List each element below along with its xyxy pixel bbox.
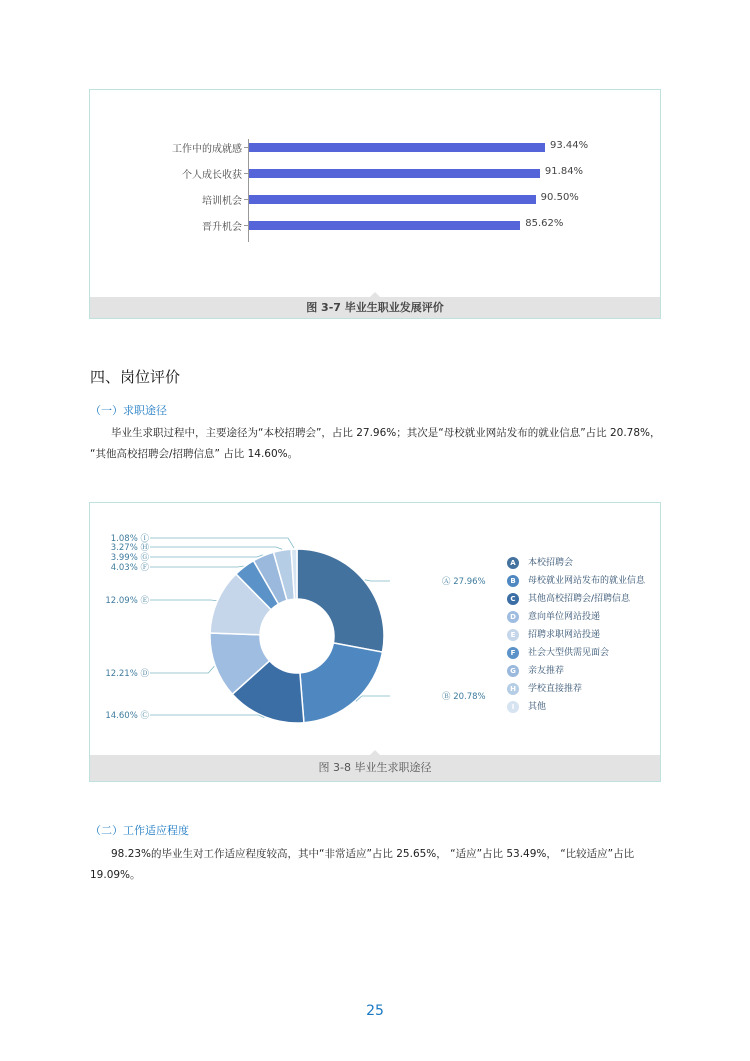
legend-label: 意向单位网站投递 [528, 612, 601, 622]
page-number: 25 [366, 1003, 384, 1019]
donut-leader-line [150, 715, 264, 718]
legend-marker-icon: E [507, 629, 519, 641]
bar-category-label: 晋升机会 [202, 222, 242, 233]
bar-category-label: 工作中的成就感 [172, 144, 242, 155]
donut-leader-line [356, 696, 390, 701]
donut-value-label: 14.60% Ⓒ [105, 711, 149, 721]
paragraph-job-search [90, 423, 670, 465]
donut-slice [300, 643, 383, 723]
legend-label: 母校就业网站发布的就业信息 [528, 576, 646, 586]
figure-caption-text: 图 3-7 毕业生职业发展评价 [306, 301, 444, 314]
donut-value-label: Ⓑ 20.78% [442, 692, 486, 702]
legend-marker-icon: B [507, 575, 519, 587]
subsection-title-job-search: （一）求职途径 [90, 404, 167, 417]
bar [249, 221, 520, 230]
paragraph-work-adaptation [90, 844, 670, 886]
bar-tick [244, 173, 248, 174]
legend-marker-icon: D [507, 611, 519, 623]
bar-value-label: 90.50% [540, 192, 579, 203]
legend-marker-icon: H [507, 683, 519, 695]
legend-label: 本校招聘会 [528, 558, 574, 568]
donut-slice [297, 549, 384, 652]
paragraph-line: 19.09%。 [90, 869, 141, 881]
legend-label: 亲友推荐 [528, 666, 565, 676]
bar-category-label: 培训机会 [202, 196, 242, 207]
bar [249, 143, 545, 152]
subsection-title-work-adaptation: （二）工作适应程度 [90, 824, 189, 837]
donut-value-label: 3.27% Ⓗ [110, 543, 149, 553]
legend-marker-icon: F [507, 647, 519, 659]
legend-label: 其他高校招聘会/招聘信息 [528, 594, 631, 604]
bar-tick [244, 147, 248, 148]
bar-value-label: 85.62% [525, 218, 564, 229]
donut-value-label: 4.03% Ⓕ [110, 563, 149, 573]
figure-caption [90, 297, 660, 318]
figure-caption-text: 图 3-8 毕业生求职途径 [318, 761, 432, 774]
donut-value-label: 1.08% Ⓘ [110, 534, 149, 544]
section-title: 四、岗位评价 [90, 368, 181, 386]
legend-marker-icon: I [507, 701, 519, 713]
donut-value-label: Ⓐ 27.96% [442, 577, 486, 587]
donut-leader-line [150, 538, 294, 548]
legend-marker-icon: C [507, 593, 519, 605]
figure-caption [90, 755, 660, 781]
legend-label: 学校直接推荐 [528, 684, 583, 694]
donut-leader-line [150, 600, 216, 601]
donut-leader-line [150, 547, 282, 549]
donut-leader-line [150, 566, 244, 567]
figure-career-development [89, 89, 661, 319]
bar-category-label: 个人成长收获 [182, 170, 242, 181]
legend-label: 社会大型供需见面会 [528, 648, 610, 658]
bar-chart [90, 90, 660, 295]
legend-marker-icon: A [507, 557, 519, 569]
paragraph-line: 98.23%的毕业生对工作适应程度较高，其中“非常适应”占比 25.65%， “适应”占比 53.49%， “比较适应”占比 [111, 848, 635, 860]
donut-value-label: 12.21% Ⓓ [105, 669, 149, 679]
bar-tick [244, 199, 248, 200]
bar-value-label: 93.44% [550, 140, 589, 151]
donut-value-label: 12.09% Ⓔ [105, 596, 149, 606]
figure-job-search-channels [89, 502, 661, 782]
paragraph-line: 毕业生求职过程中，主要途径为“本校招聘会”，占比 27.96%；其次是“母校就业网站发布的就业信息”占比 20.78%， [111, 427, 661, 439]
donut-leader-line [365, 580, 390, 581]
paragraph-line: “其他高校招聘会/招聘信息” 占比 14.60%。 [90, 448, 299, 460]
donut-leader-line [150, 666, 214, 673]
legend-label: 其他 [528, 702, 547, 712]
legend-label: 招聘求职网站投递 [528, 630, 601, 640]
donut-leader-line [150, 555, 263, 557]
bar [249, 169, 540, 178]
legend-marker-icon: G [507, 665, 519, 677]
bar-tick [244, 225, 248, 226]
donut-value-label: 3.99% Ⓖ [110, 553, 149, 563]
bar-value-label: 91.84% [544, 166, 584, 177]
bar [249, 195, 536, 204]
